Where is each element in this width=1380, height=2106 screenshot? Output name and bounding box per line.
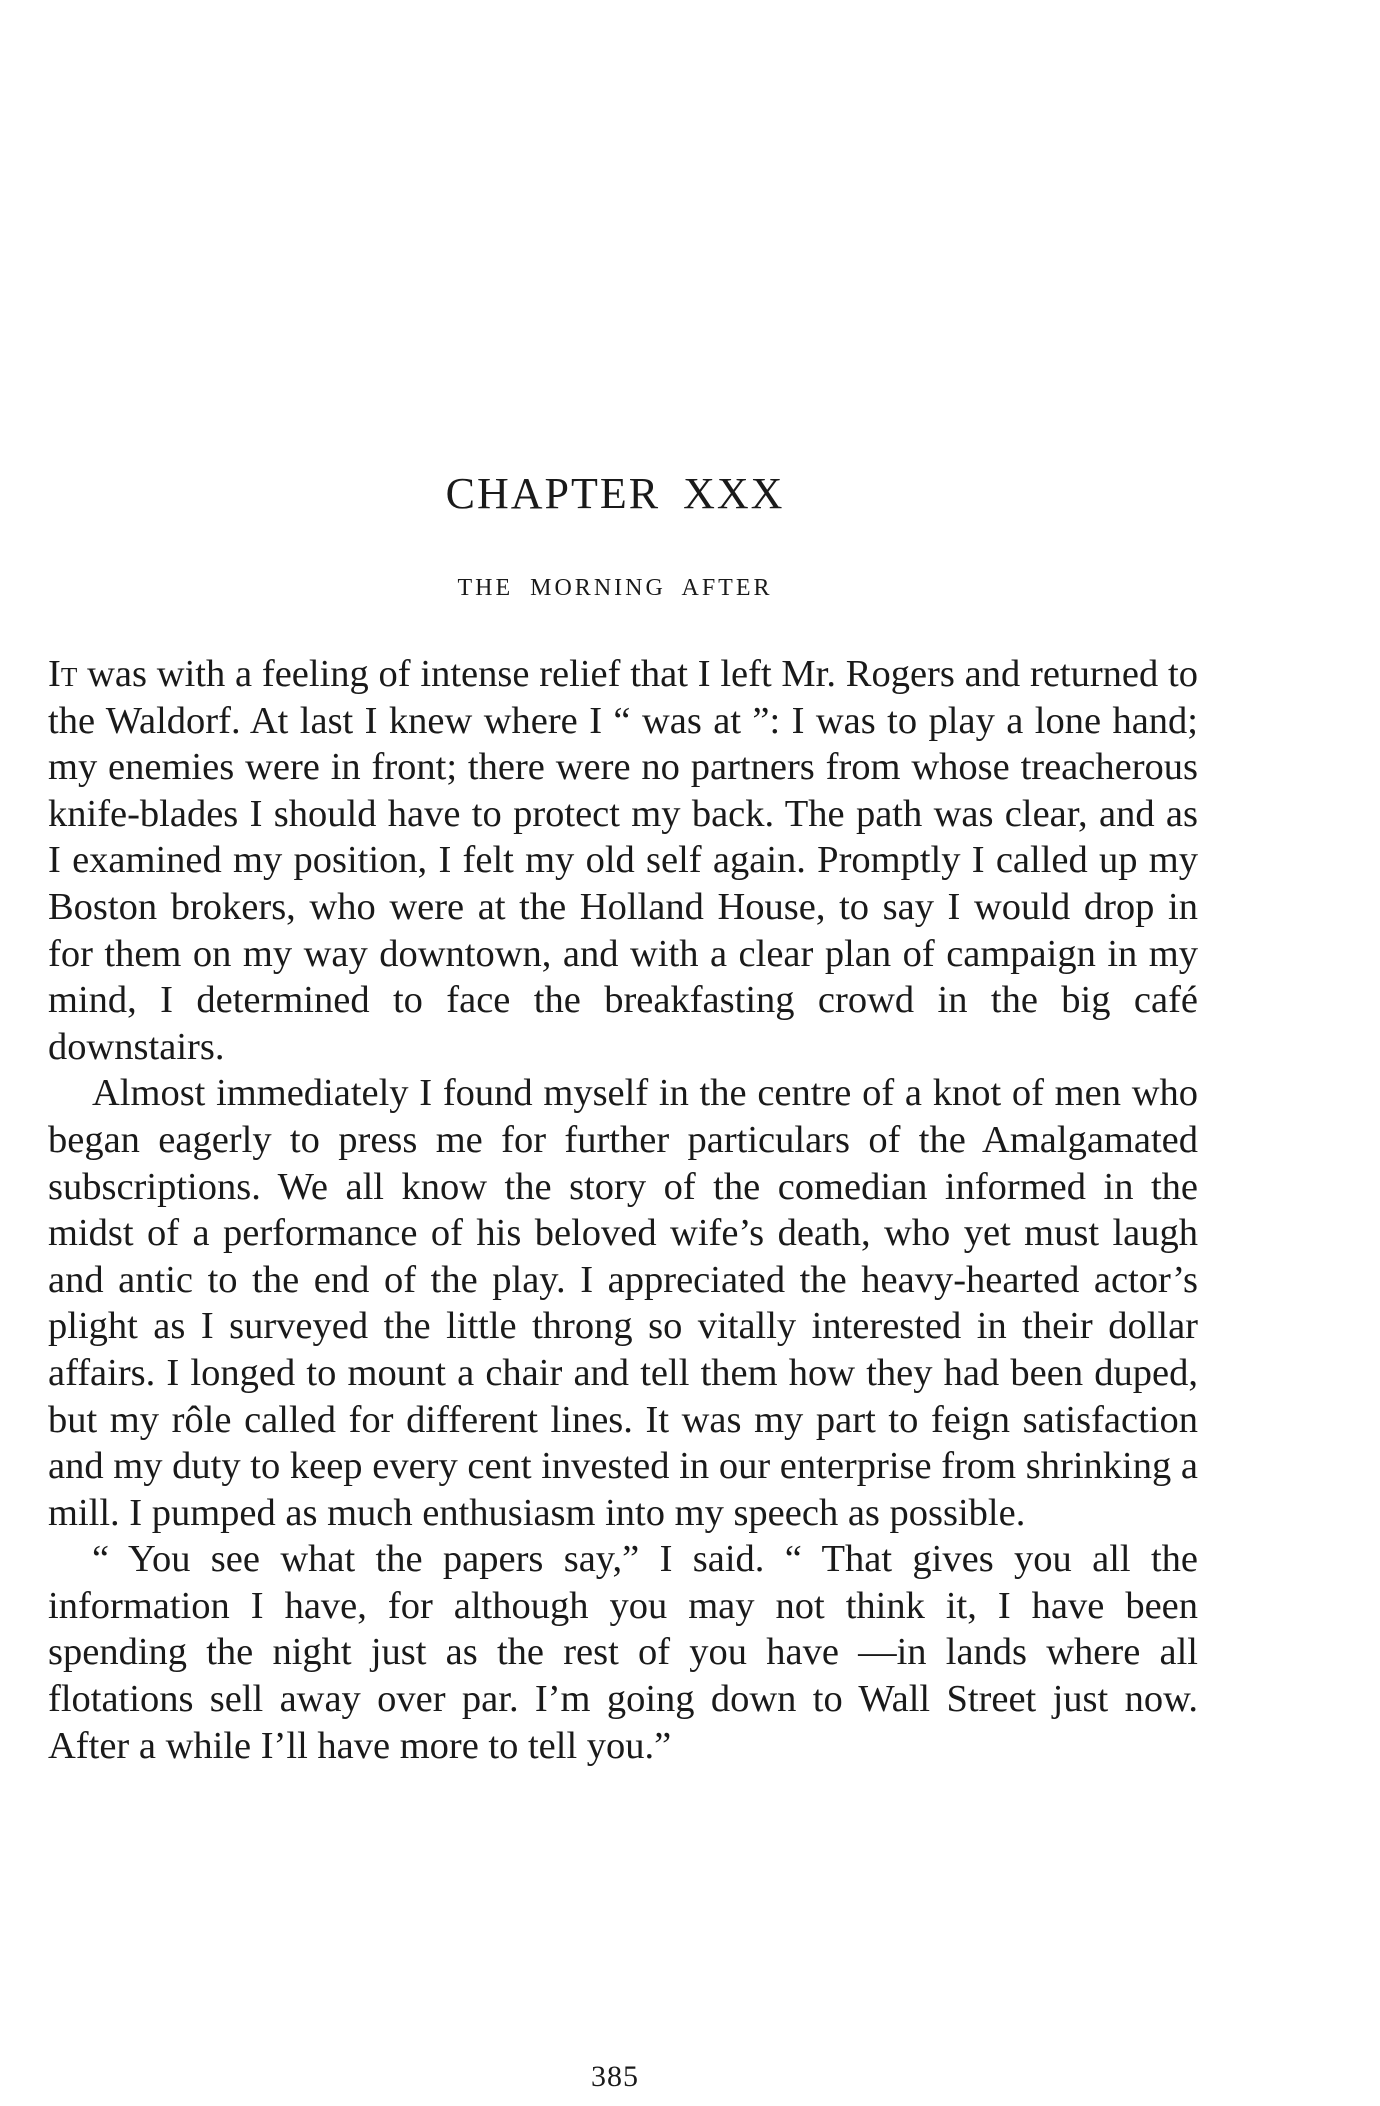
opening-word: It (48, 653, 78, 695)
chapter-subtitle: THE MORNING AFTER (457, 575, 773, 601)
paragraph-3: “ You see what the papers say,” I said. “ That gives you all the information I have, for although you may not think it, I have been spending the night just as the rest of you have —in lands where all flotations sell away over par. I’m going down to Wall Street just now. After a while I’ll have more to tell you.” (48, 1538, 1198, 1767)
chapter-body (48, 651, 1198, 1769)
paragraph-1-text: was with a feeling of intense relief that I left Mr. Rogers and returned to the Waldorf. At last I knew where I “ was at ”: I was to play a lone hand; my enemies were in front; there were no partners from whose treacherous knife-blades I should have to protect my back. The path was clear, and as I examined my position, I felt my old self again. Promptly I called up my Boston brokers, who were at the Holland House, to say I would drop in for them on my way downtown, and with a clear plan of campaign in my mind, I determined to face the breakfasting crowd in the big café downstairs. (48, 653, 1198, 1068)
paragraph-2: Almost immediately I found myself in the centre of a knot of men who began eagerly to press me for further particulars of the Amalgamated subscriptions. We all know the story of the comedian informed in the midst of a performance of his beloved wife’s death, who yet must laugh and antic to the end of the play. I appreciated the heavy-hearted actor’s plight as I surveyed the little throng so vitally interested in their dollar affairs. I longed to mount a chair and tell them how they had been duped, but my rôle called for different lines. It was my part to feign satisfaction and my duty to keep every cent invested in our enterprise from shrinking a mill. I pumped as much enthusiasm into my speech as possible. (48, 1072, 1198, 1534)
page-number: 385 (591, 2060, 639, 2093)
paragraph-1 (48, 651, 1198, 1070)
chapter-title: CHAPTER XXX (445, 469, 785, 518)
